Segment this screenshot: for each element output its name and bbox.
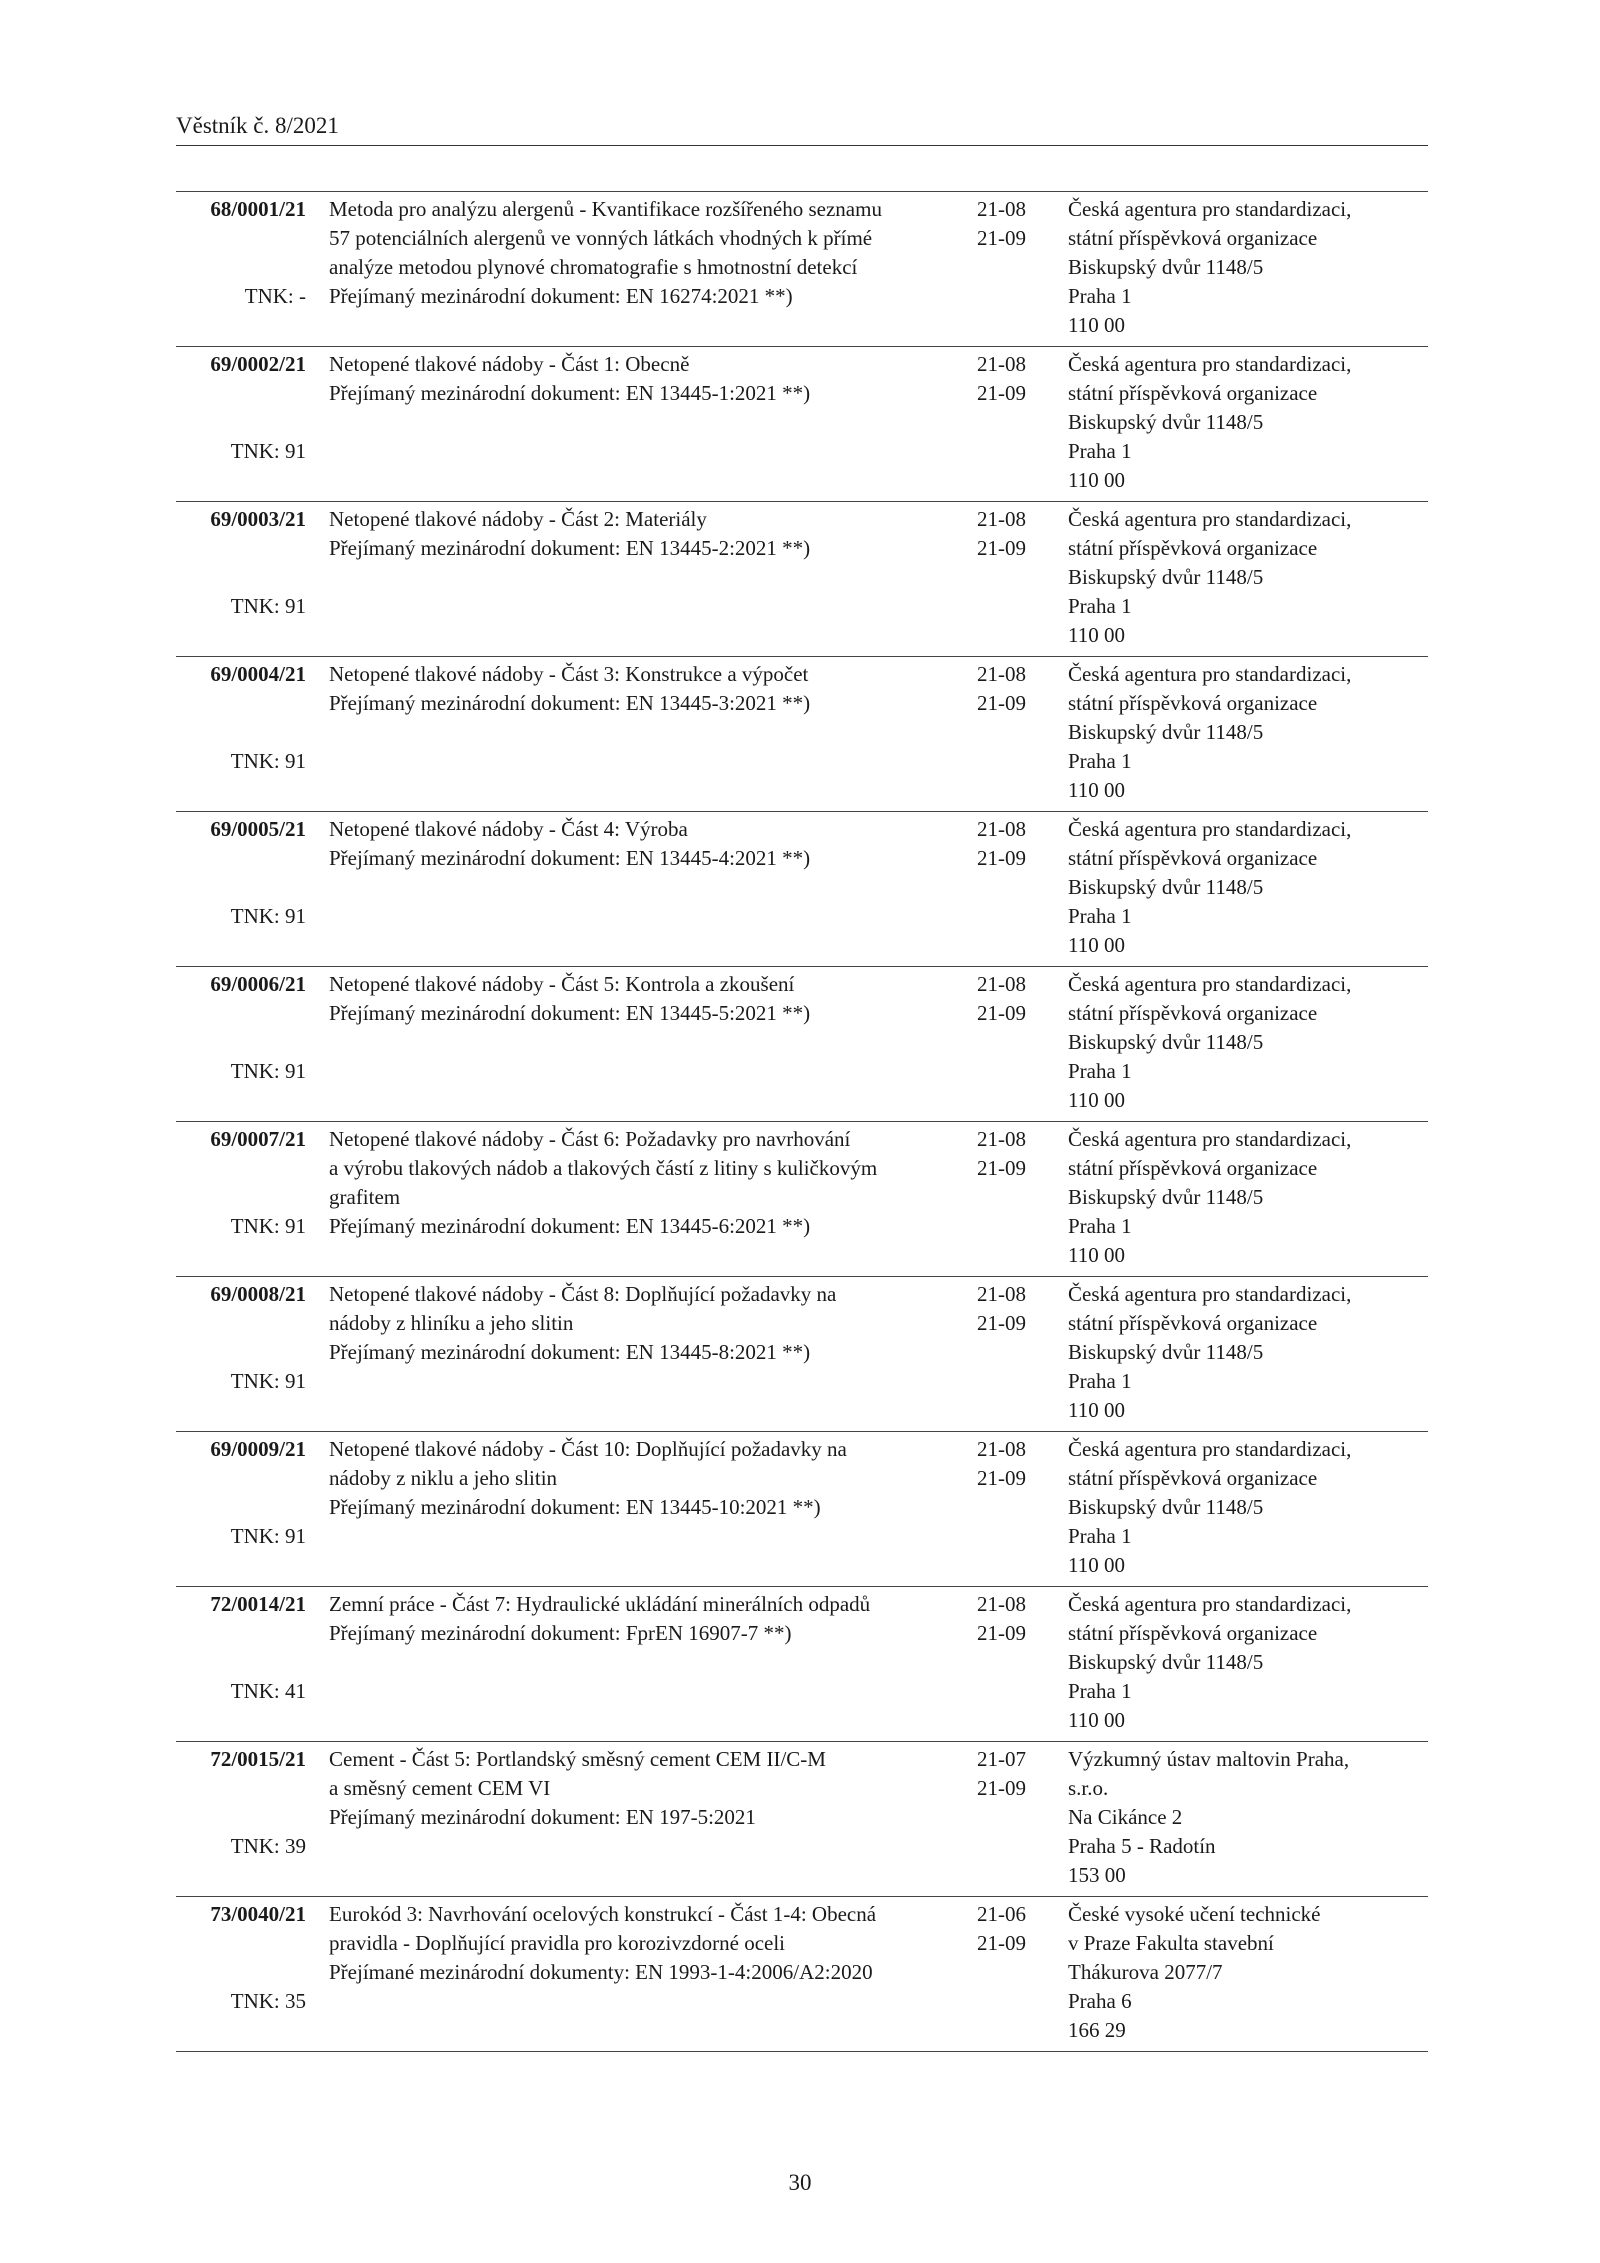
entry-address-line: Praha 1 (1068, 1524, 1132, 1548)
table-row (176, 1587, 1428, 1742)
entry-address-cell (1058, 967, 1428, 1122)
entry-code: 21-08 (977, 1282, 1026, 1306)
entry-address-line: Česká agentura pro standardizaci, (1068, 662, 1352, 686)
entry-tnk: TNK: 41 (230, 1679, 306, 1703)
entry-address-line: Česká agentura pro standardizaci, (1068, 1282, 1352, 1306)
entry-address-cell (1058, 1122, 1428, 1277)
entry-title-cell (306, 502, 967, 657)
entry-address-line: Praha 1 (1068, 284, 1132, 308)
entry-title-cell (306, 1742, 967, 1897)
entry-code: 21-09 (977, 1156, 1026, 1180)
entry-address-cell (1058, 502, 1428, 657)
entry-address-line: 110 00 (1068, 1708, 1125, 1732)
entry-address-cell (1058, 1277, 1428, 1432)
entry-title-cell (306, 1277, 967, 1432)
entry-id-cell (176, 347, 306, 502)
entry-address-line: Praha 1 (1068, 1059, 1132, 1083)
entry-address-cell (1058, 812, 1428, 967)
entry-title-line: Cement - Část 5: Portlandský směsný cement CEM II/C-M (329, 1747, 826, 1771)
entry-title-line: Přejímaný mezinárodní dokument: EN 13445-6:2021 **) (329, 1214, 811, 1238)
table-row (176, 1122, 1428, 1277)
entry-id-cell (176, 1122, 306, 1277)
table-row (176, 1742, 1428, 1897)
entry-address-line: Biskupský dvůr 1148/5 (1068, 565, 1264, 589)
entry-codes-cell (967, 1432, 1058, 1587)
entry-address-line: Praha 1 (1068, 1214, 1132, 1238)
entry-address-line: Praha 1 (1068, 1369, 1132, 1393)
entry-address-line: Biskupský dvůr 1148/5 (1068, 1340, 1264, 1364)
entry-address-line: Praha 1 (1068, 594, 1132, 618)
entry-codes-cell (967, 1277, 1058, 1432)
entry-title-line: Přejímaný mezinárodní dokument: EN 13445-8:2021 **) (329, 1340, 811, 1364)
entry-title-line: Přejímaný mezinárodní dokument: EN 13445-1:2021 **) (329, 381, 811, 405)
entry-code: 21-08 (977, 817, 1026, 841)
entry-address-line: Praha 1 (1068, 439, 1132, 463)
entry-id-cell (176, 1742, 306, 1897)
entry-code: 21-09 (977, 1621, 1026, 1645)
entry-address-line: státní příspěvková organizace (1068, 226, 1318, 250)
entry-title-line: pravidla - Doplňující pravidla pro korozivzdorné oceli (329, 1931, 786, 1955)
table-row (176, 1277, 1428, 1432)
entry-code: 21-08 (977, 197, 1026, 221)
entry-address-line: Biskupský dvůr 1148/5 (1068, 1650, 1264, 1674)
entry-address-line: Česká agentura pro standardizaci, (1068, 507, 1352, 531)
table-row (176, 1432, 1428, 1587)
entry-codes-cell (967, 657, 1058, 812)
entry-address-line: 166 29 (1068, 2018, 1126, 2042)
entry-title-line: Zemní práce - Část 7: Hydraulické ukládání minerálních odpadů (329, 1592, 871, 1616)
entry-tnk: TNK: 91 (230, 1059, 306, 1083)
entry-id-cell (176, 502, 306, 657)
entry-address-line: Biskupský dvůr 1148/5 (1068, 720, 1264, 744)
entry-title-cell (306, 657, 967, 812)
entry-title-cell (306, 347, 967, 502)
entry-address-line: Praha 1 (1068, 904, 1132, 928)
entry-address-line: Česká agentura pro standardizaci, (1068, 1127, 1352, 1151)
entry-tnk: TNK: 91 (230, 594, 306, 618)
entry-code: 21-08 (977, 352, 1026, 376)
entry-title-line: Přejímaný mezinárodní dokument: EN 13445-4:2021 **) (329, 846, 811, 870)
entry-id-cell (176, 967, 306, 1122)
entry-address-line: Česká agentura pro standardizaci, (1068, 1592, 1352, 1616)
entry-address-line: 110 00 (1068, 623, 1125, 647)
entry-code: 21-09 (977, 536, 1026, 560)
entry-codes-cell (967, 347, 1058, 502)
entry-code: 21-06 (977, 1902, 1026, 1926)
entry-code: 21-09 (977, 1776, 1026, 1800)
entry-address-line: Česká agentura pro standardizaci, (1068, 1437, 1352, 1461)
entry-code: 21-09 (977, 846, 1026, 870)
entry-title-line: Přejímané mezinárodní dokumenty: EN 1993-1-4:2006/A2:2020 (329, 1960, 873, 1984)
entry-codes-cell (967, 1742, 1058, 1897)
entry-title-line: Eurokód 3: Navrhování ocelových konstrukcí - Část 1-4: Obecná (329, 1902, 877, 1926)
entry-address-line: 110 00 (1068, 1398, 1125, 1422)
entry-id-cell (176, 1587, 306, 1742)
standards-table (176, 191, 1428, 2052)
entry-code: 21-09 (977, 1931, 1026, 1955)
entry-address-line: státní příspěvková organizace (1068, 1001, 1318, 1025)
entry-address-line: Praha 6 (1068, 1989, 1132, 2013)
entry-id-cell (176, 812, 306, 967)
entry-title-line: Přejímaný mezinárodní dokument: EN 13445-5:2021 **) (329, 1001, 811, 1025)
entry-address-line: 110 00 (1068, 778, 1125, 802)
entry-code: 21-08 (977, 1127, 1026, 1151)
entry-title-line: nádoby z hliníku a jeho slitin (329, 1311, 574, 1335)
entry-code: 21-08 (977, 507, 1026, 531)
entry-address-line: České vysoké učení technické (1068, 1902, 1321, 1926)
entry-code: 21-08 (977, 972, 1026, 996)
page-number: 30 (788, 2170, 812, 2195)
entry-title-line: Přejímaný mezinárodní dokument: EN 16274:2021 **) (329, 284, 793, 308)
entry-tnk: TNK: 91 (230, 1214, 306, 1238)
entry-title-cell (306, 1897, 967, 2052)
table-row (176, 502, 1428, 657)
entry-address-line: Biskupský dvůr 1148/5 (1068, 410, 1264, 434)
entry-tnk: TNK: 91 (230, 1369, 306, 1393)
entry-code: 21-09 (977, 1311, 1026, 1335)
entry-address-line: Thákurova 2077/7 (1068, 1960, 1223, 1984)
entry-address-line: Česká agentura pro standardizaci, (1068, 352, 1352, 376)
table-row (176, 347, 1428, 502)
entry-address-cell (1058, 1587, 1428, 1742)
entry-title-line: Netopené tlakové nádoby - Část 1: Obecně (329, 352, 690, 376)
entry-address-line: Biskupský dvůr 1148/5 (1068, 1495, 1264, 1519)
table-row (176, 967, 1428, 1122)
entry-title-line: Netopené tlakové nádoby - Část 8: Doplňující požadavky na (329, 1282, 837, 1306)
entry-address-line: Praha 5 - Radotín (1068, 1834, 1216, 1858)
entry-code: 21-09 (977, 226, 1026, 250)
standards-table-body (176, 192, 1428, 2052)
entry-address-line: státní příspěvková organizace (1068, 1311, 1318, 1335)
page-header-title: Věstník č. 8/2021 (176, 113, 339, 138)
entry-address-line: státní příspěvková organizace (1068, 846, 1318, 870)
entry-title-cell (306, 1587, 967, 1742)
entry-title-cell (306, 812, 967, 967)
entry-title-line: analýze metodou plynové chromatografie s hmotnostní detekcí (329, 255, 858, 279)
entry-id: 69/0007/21 (210, 1127, 306, 1151)
entry-address-line: státní příspěvková organizace (1068, 1466, 1318, 1490)
entry-codes-cell (967, 502, 1058, 657)
entry-address-line: Biskupský dvůr 1148/5 (1068, 1030, 1264, 1054)
entry-id: 69/0006/21 (210, 972, 306, 996)
entry-title-line: Netopené tlakové nádoby - Část 5: Kontrola a zkoušení (329, 972, 795, 996)
entry-title-cell (306, 1432, 967, 1587)
entry-title-line: grafitem (329, 1185, 401, 1209)
entry-title-line: nádoby z niklu a jeho slitin (329, 1466, 558, 1490)
entry-id-cell (176, 192, 306, 347)
entry-title-line: 57 potenciálních alergenů ve vonných látkách vhodných k přímé (329, 226, 873, 250)
table-row (176, 657, 1428, 812)
entry-id: 73/0040/21 (210, 1902, 306, 1926)
entry-id: 68/0001/21 (210, 197, 306, 221)
entry-address-line: státní příspěvková organizace (1068, 1621, 1318, 1645)
entry-codes-cell (967, 192, 1058, 347)
entry-title-cell (306, 192, 967, 347)
entry-address-line: státní příspěvková organizace (1068, 1156, 1318, 1180)
entry-address-line: Česká agentura pro standardizaci, (1068, 197, 1352, 221)
entry-address-cell (1058, 347, 1428, 502)
entry-address-cell (1058, 1432, 1428, 1587)
entry-code: 21-09 (977, 1001, 1026, 1025)
entry-address-line: Výzkumný ústav maltovin Praha, (1068, 1747, 1350, 1771)
entry-title-line: Metoda pro analýzu alergenů - Kvantifikace rozšířeného seznamu (329, 197, 882, 221)
entry-address-line: Na Cikánce 2 (1068, 1805, 1183, 1829)
entry-id: 72/0014/21 (210, 1592, 306, 1616)
entry-address-line: s.r.o. (1068, 1776, 1109, 1800)
entry-codes-cell (967, 1587, 1058, 1742)
entry-address-line: Praha 1 (1068, 1679, 1132, 1703)
entry-id-cell (176, 1897, 306, 2052)
entry-id: 69/0005/21 (210, 817, 306, 841)
entry-codes-cell (967, 1897, 1058, 2052)
entry-title-line: Netopené tlakové nádoby - Část 3: Konstrukce a výpočet (329, 662, 809, 686)
entry-code: 21-08 (977, 662, 1026, 686)
entry-title-line: a směsný cement CEM VI (329, 1776, 551, 1800)
table-row (176, 192, 1428, 347)
entry-code: 21-09 (977, 381, 1026, 405)
entry-title-line: Netopené tlakové nádoby - Část 10: Doplňující požadavky na (329, 1437, 847, 1461)
entry-address-line: státní příspěvková organizace (1068, 691, 1318, 715)
entry-title-line: Netopené tlakové nádoby - Část 4: Výroba (329, 817, 688, 841)
entry-id: 69/0003/21 (210, 507, 306, 531)
entry-address-line: Biskupský dvůr 1148/5 (1068, 1185, 1264, 1209)
table-row (176, 812, 1428, 967)
entry-address-line: Česká agentura pro standardizaci, (1068, 972, 1352, 996)
entry-id-cell (176, 657, 306, 812)
entry-id: 69/0004/21 (210, 662, 306, 686)
entry-codes-cell (967, 1122, 1058, 1277)
entry-title-line: Přejímaný mezinárodní dokument: EN 13445-10:2021 **) (329, 1495, 821, 1519)
entry-address-line: 110 00 (1068, 1553, 1125, 1577)
entry-code: 21-08 (977, 1437, 1026, 1461)
entry-title-line: Přejímaný mezinárodní dokument: EN 197-5:2021 (329, 1805, 756, 1829)
entry-codes-cell (967, 812, 1058, 967)
entry-code: 21-09 (977, 1466, 1026, 1490)
entry-address-line: 110 00 (1068, 933, 1125, 957)
entry-title-cell (306, 1122, 967, 1277)
entry-title-cell (306, 967, 967, 1122)
entry-tnk: TNK: 91 (230, 1524, 306, 1548)
entry-title-line: Netopené tlakové nádoby - Část 6: Požadavky pro navrhování (329, 1127, 851, 1151)
entry-address-cell (1058, 657, 1428, 812)
entry-id: 69/0008/21 (210, 1282, 306, 1306)
entry-title-line: Přejímaný mezinárodní dokument: EN 13445-3:2021 **) (329, 691, 811, 715)
entry-address-line: státní příspěvková organizace (1068, 536, 1318, 560)
entry-code: 21-08 (977, 1592, 1026, 1616)
entry-id-cell (176, 1277, 306, 1432)
entry-id-cell (176, 1432, 306, 1587)
entry-tnk: TNK: 39 (230, 1834, 306, 1858)
header-divider (176, 145, 1428, 146)
entry-tnk: TNK: 91 (230, 904, 306, 928)
entry-title-line: Přejímaný mezinárodní dokument: FprEN 16907-7 **) (329, 1621, 792, 1645)
entry-codes-cell (967, 967, 1058, 1122)
entry-address-cell (1058, 1897, 1428, 2052)
entry-address-line: Biskupský dvůr 1148/5 (1068, 875, 1264, 899)
entry-address-line: státní příspěvková organizace (1068, 381, 1318, 405)
entry-address-line: Česká agentura pro standardizaci, (1068, 817, 1352, 841)
entry-address-line: Praha 1 (1068, 749, 1132, 773)
entry-id: 69/0002/21 (210, 352, 306, 376)
entry-address-line: 110 00 (1068, 1243, 1125, 1267)
entry-code: 21-07 (977, 1747, 1026, 1771)
entry-id: 72/0015/21 (210, 1747, 306, 1771)
entry-address-cell (1058, 192, 1428, 347)
entry-tnk: TNK: - (244, 284, 306, 308)
entry-address-line: v Praze Fakulta stavební (1068, 1931, 1274, 1955)
entry-address-line: 110 00 (1068, 468, 1125, 492)
entry-address-line: 153 00 (1068, 1863, 1126, 1887)
entry-address-line: 110 00 (1068, 1088, 1125, 1112)
entry-address-line: 110 00 (1068, 313, 1125, 337)
entry-title-line: Přejímaný mezinárodní dokument: EN 13445-2:2021 **) (329, 536, 811, 560)
table-row (176, 1897, 1428, 2052)
entry-title-line: Netopené tlakové nádoby - Část 2: Materiály (329, 507, 707, 531)
entry-tnk: TNK: 91 (230, 439, 306, 463)
entry-address-line: Biskupský dvůr 1148/5 (1068, 255, 1264, 279)
entry-code: 21-09 (977, 691, 1026, 715)
entry-title-line: a výrobu tlakových nádob a tlakových částí z litiny s kuličkovým (329, 1156, 878, 1180)
entry-tnk: TNK: 35 (230, 1989, 306, 2013)
entry-id: 69/0009/21 (210, 1437, 306, 1461)
entry-address-cell (1058, 1742, 1428, 1897)
entry-tnk: TNK: 91 (230, 749, 306, 773)
